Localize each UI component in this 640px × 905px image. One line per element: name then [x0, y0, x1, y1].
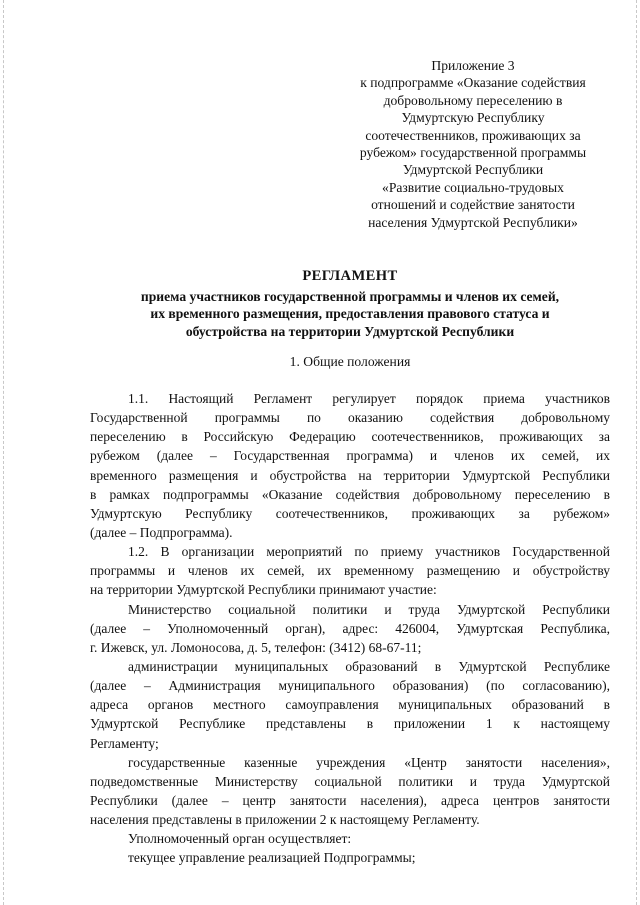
appendix-line: отношений и содействие занятости — [371, 197, 575, 213]
text-line: Государственной программы по оказанию содействия добровольному — [90, 410, 610, 426]
text-line: 1.1. Настоящий Регламент регулирует порядок приема участников — [128, 391, 610, 406]
appendix-line: к подпрограмме «Оказание содействия — [360, 75, 586, 91]
appendix-line: Приложение 3 — [431, 58, 515, 73]
body-text — [90, 389, 610, 868]
text-line: администрации муниципальных образований в Удмуртской Республике — [128, 658, 610, 674]
appendix-line: добровольному переселению в — [383, 92, 563, 108]
text-line: Удмуртской Республике представлены в приложении 1 к настоящему — [90, 716, 610, 732]
text-line: адреса органов местного самоуправления муниципальных образований в — [90, 697, 610, 713]
text-line: государственные казенные учреждения «Центр занятости населения», — [128, 754, 610, 770]
text-line: текущее управление реализацией Подпрограммы; — [128, 850, 416, 866]
text-line: Регламенту; — [90, 735, 159, 751]
title-subline: обустройства на территории Удмуртской Республики — [185, 323, 515, 339]
text-line: Министерство социальной политики и труда Удмуртской Республики — [128, 601, 610, 617]
text-line: (далее – Подпрограмма). — [90, 524, 233, 540]
appendix-line: соотечественников, проживающих за — [365, 127, 581, 143]
document-title — [80, 268, 620, 340]
text-line: (далее – Администрация муниципального образования) (по согласованию), — [90, 678, 610, 694]
text-line: населения представлены в приложении 2 к настоящему Регламенту. — [90, 812, 480, 828]
title-main: РЕГЛАМЕНТ — [302, 268, 398, 284]
text-line: на территории Удмуртской Республики принимают участие: — [90, 582, 437, 598]
text-line: (далее – Уполномоченный орган), адрес: 426004, Удмуртская Республика, — [90, 620, 610, 636]
section-heading: 1. Общие положения — [289, 354, 411, 369]
scan-edge-right — [636, 0, 637, 905]
title-subline: их временного размещения, предоставления правового статуса и — [150, 306, 550, 322]
text-line: 1.2. В организации мероприятий по приему участников Государственной — [128, 544, 610, 560]
appendix-line: рубежом» государственной программы — [359, 145, 587, 161]
appendix-line: «Развитие социально-трудовых — [382, 179, 564, 195]
text-line: Республики (далее – центр занятости населения), адреса центров занятости — [90, 792, 610, 808]
text-line: г. Ижевск, ул. Ломоносова, д. 5, телефон: (3412) 68-67-11; — [90, 639, 422, 655]
text-line: подведомственные Министерству социальной политики и труда Удмуртской — [90, 773, 610, 789]
text-line: программы и членов их семей, их временному размещению и обустройству — [90, 563, 610, 579]
text-line: Уполномоченный орган осуществляет: — [128, 831, 352, 847]
text-line: временного размещения и обустройства на территории Удмуртской Республики — [90, 467, 610, 483]
scan-edge-left — [3, 0, 4, 905]
text-line: Удмуртскую Республику соотечественников, проживающих за рубежом» — [90, 505, 610, 521]
appendix-line: Удмуртской Республики — [402, 162, 544, 178]
text-line: переселению в Российскую Федерацию соотечественников, проживающих за — [90, 429, 610, 445]
appendix-line: населения Удмуртской Республики» — [368, 214, 578, 230]
appendix-header — [335, 57, 611, 231]
title-subline: приема участников государственной программы и членов их семей, — [140, 288, 560, 304]
appendix-line: Удмуртскую Республику — [401, 110, 545, 126]
text-line: в рамках подпрограммы «Оказание содействия добровольному переселению в — [90, 486, 610, 502]
text-line: рубежом (далее – Государственная программа) и членов их семей, их — [90, 448, 610, 464]
